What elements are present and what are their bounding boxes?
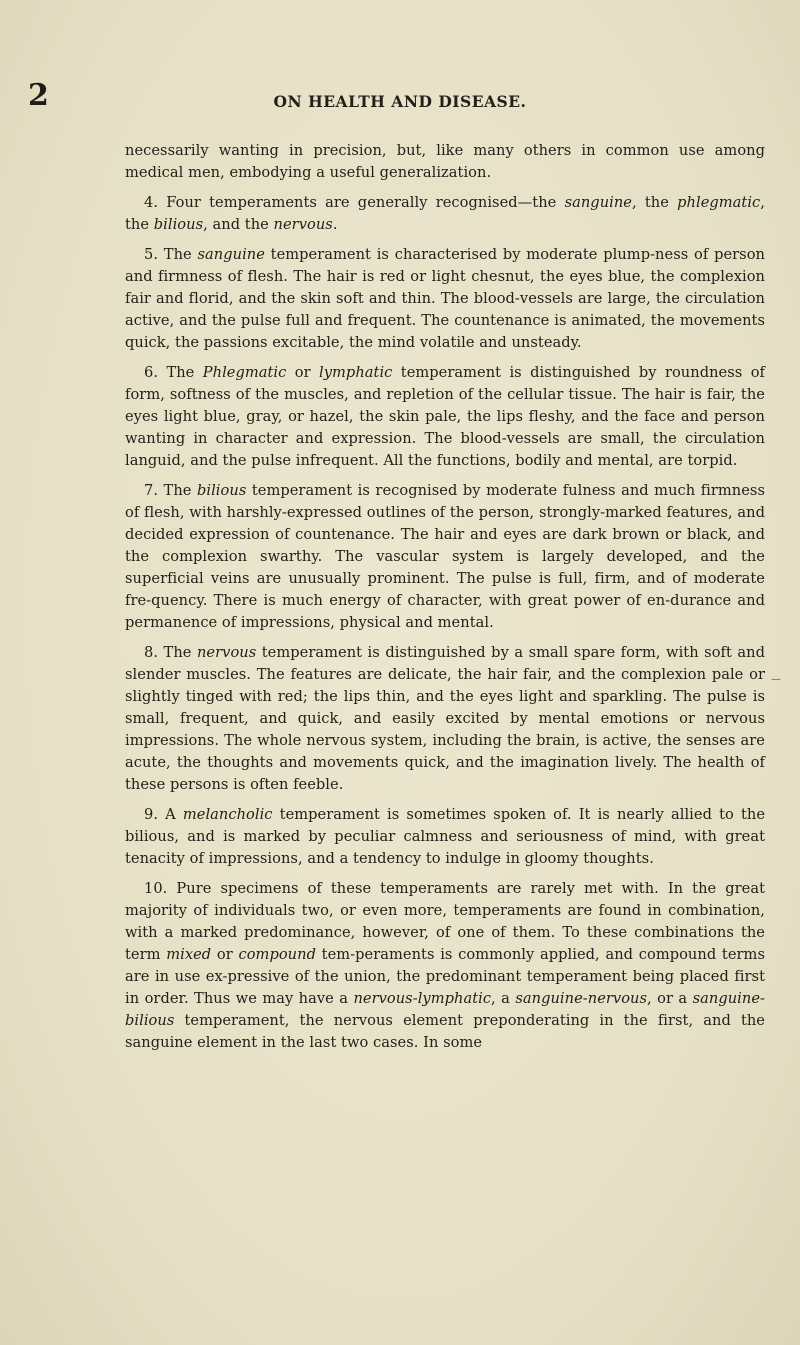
text-run: Pure specimens of these temperaments are rarely met with. In the great majority of individuals two, or even more, temperaments are found in combination, with a marked predominance, however, of one of them. To these combinations the term: [125, 880, 765, 963]
paragraph-number: 9.: [144, 806, 159, 823]
paragraph-6: [125, 362, 765, 472]
paragraph-10: [125, 878, 765, 1054]
paragraph-4: [125, 192, 765, 236]
text-run: temperament is distinguished by roundness of form, softness of the muscles, and repletion of the cellular tissue. The hair is fair, the eyes light blue, gray, or hazel, the skin pale, the lips fleshy, and the face and person wanting in character and expression. The blood-vessels are small, the circulation languid, and the pulse infrequent. All the functions, bodily and mental, are torpid.: [125, 364, 765, 469]
paragraph-9: [125, 804, 765, 870]
italic-term: sanguine: [197, 246, 265, 263]
text-run: temperament is distinguished by a small spare form, with soft and slender muscles. The features are delicate, the hair fair, and the complexion pale or slightly tinged with red; the lips thin, and the eyes light and sparkling. The pulse is small, frequent, and quick, and easily excited by mental emotions or nervous impressions. The whole nervous system, including the brain, is active, the senses are acute, the thoughts and movements quick, and the imagination lively. The health of these persons is often feeble.: [125, 644, 766, 793]
text-run: , the: [125, 194, 765, 233]
paragraph-number: 7.: [144, 482, 159, 499]
text-run: The: [166, 364, 203, 381]
paragraph-number: 6.: [144, 364, 159, 381]
body-text: [125, 140, 765, 1062]
text-run: A: [165, 806, 183, 823]
italic-term: sanguine: [564, 194, 632, 211]
italic-term: nervous: [196, 644, 257, 661]
paragraph-7: [125, 480, 765, 634]
paragraph-number: 10.: [144, 880, 168, 897]
text-run: temperament is recognised by moderate fulness and much firmness of flesh, with harshly-expressed outlines of the person, strongly-marked features, and decided expression of countenance. The hair and eyes are dark brown or black, and the complexion swarthy. The vascular system is largely developed, and the superficial veins are unusually prominent. The pulse is full, firm, and of moderate fre-quency. There is much energy of character, with great power of en-durance and permanence of impressions, physical and mental.: [125, 482, 765, 631]
running-title: ON HEALTH AND DISEASE.: [273, 92, 527, 111]
text-run: Four temperaments are generally recognised—the: [166, 194, 565, 211]
italic-term: sanguine-nervous: [515, 990, 648, 1007]
italic-term: melancholic: [182, 806, 273, 823]
page-number: 2: [28, 78, 49, 113]
paragraph-text: necessarily wanting in precision, but, like many others in common use among medical men, embodying a useful generalization.: [125, 142, 765, 181]
italic-term: lymphatic: [319, 364, 393, 381]
paragraph-5: [125, 244, 765, 354]
text-run: , or a: [647, 990, 693, 1007]
italic-term: phlegmatic: [677, 194, 761, 211]
italic-term: sanguine-bilious: [125, 990, 765, 1029]
text-run: temperament is sometimes spoken of. It is nearly allied to the bilious, and is marked by peculiar calmness and seriousness of mind, with great tenacity of impressions, and a tendency to indulge in gloomy thoughts.: [125, 806, 765, 867]
italic-term: Phlegmatic: [202, 364, 287, 381]
text-run: The: [163, 644, 197, 661]
paragraph-number: 4.: [144, 194, 159, 211]
text-run: The: [163, 246, 198, 263]
text-run: or: [286, 364, 320, 381]
italic-term: nervous: [273, 216, 333, 233]
text-run: or: [211, 946, 239, 963]
margin-mark: —: [771, 674, 781, 685]
text-run: temperament is characterised by moderate plump-ness of person and firmness of flesh. The hair is red or light chesnut, the eyes blue, the complexion fair and florid, and the skin soft and thin. The blood-vessels are large, the circulation active, and the pulse full and frequent. The countenance is animated, the movements quick, the passions excitable, the mind volatile and unsteady.: [125, 246, 766, 351]
text-run: tem-peraments is commonly applied, and compound terms are in use ex-pressive of the union, the predominant temperament being placed first in order. Thus we may have a: [125, 946, 765, 1007]
text-run: , the: [632, 194, 678, 211]
paragraph-number: 8.: [144, 644, 159, 661]
text-run: , a: [491, 990, 516, 1007]
italic-term: nervous-lymphatic: [353, 990, 492, 1007]
paragraph-continuation: [125, 140, 765, 184]
italic-term: bilious: [153, 216, 204, 233]
text-run: temperament, the nervous element preponderating in the first, and the sanguine element in the last two cases. In some: [125, 1012, 765, 1051]
text-run: .: [332, 216, 338, 233]
paragraph-8: [125, 642, 765, 796]
text-run: , and the: [203, 216, 274, 233]
italic-term: compound: [238, 946, 316, 963]
italic-term: mixed: [166, 946, 212, 963]
italic-term: bilious: [196, 482, 247, 499]
text-run: The: [163, 482, 197, 499]
paragraph-number: 5.: [144, 246, 159, 263]
